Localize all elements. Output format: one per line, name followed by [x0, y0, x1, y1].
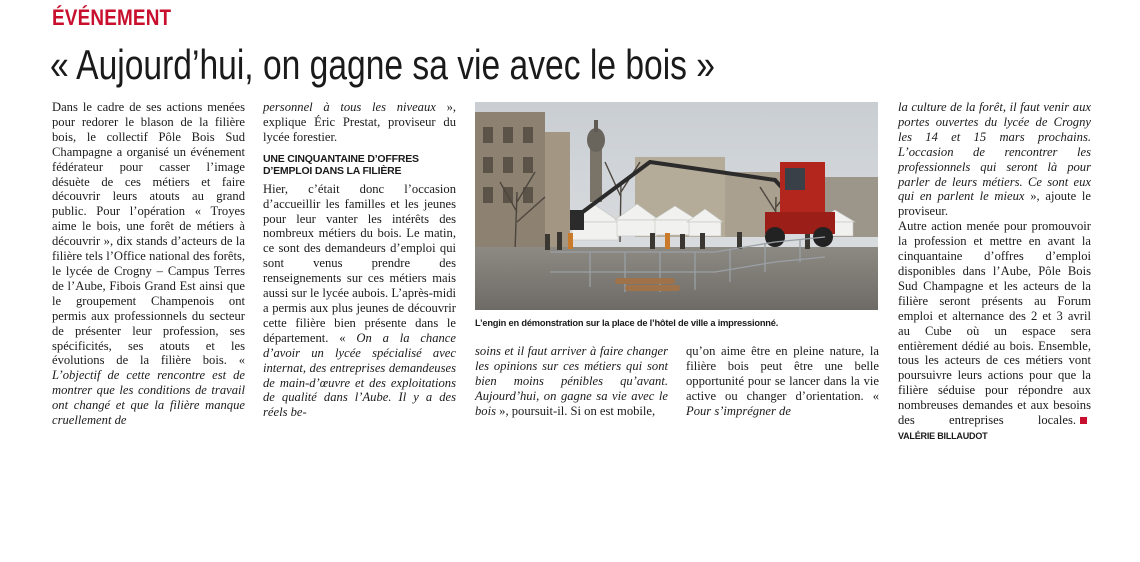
signature-square-icon	[1080, 417, 1087, 424]
body-text: Hier, c’était donc l’occasion d’accueillir les familles et les jeunes pour leur vanter les intérêts des nombreux métiers du bois. Le matin, ce sont des demandeurs d’emploi qui sont venus prendre des renseignements sur ces métiers mais aussi sur le lycée aubois. L’après-midi a permis aux plus jeunes de découvrir cette filière bien présente dans le département. «	[263, 181, 456, 345]
body-text: qu’on aime être en pleine nature, la filière bois peut être une belle opportunité pour se lancer dans la vie active ou changer d’orientation. «	[686, 344, 879, 403]
intertitle: UNE CINQUANTAINE D’OFFRES D’EMPLOI DANS LA FILIÈRE	[263, 152, 419, 178]
forestry-machine-photo	[475, 102, 878, 310]
paragraph	[475, 344, 668, 419]
photo-caption: L’engin en démonstration sur la place de l’hôtel de ville a impressionné.	[475, 318, 779, 328]
paragraph	[898, 100, 1091, 219]
quote-text: Pour s’imprégner de	[686, 403, 791, 418]
quote-text: L’objectif de cette rencontre est de montrer que les conditions de travail ont changé et que la filière manque cruellement de	[52, 368, 245, 428]
quote-text: On a la chance d’avoir un lycée spécialisé avec internat, des entreprises demandeuses de main-d’œuvre et des exploitations de qualité dans l’Aube. Il y a des réels be-	[263, 330, 456, 420]
quote-text: la culture de la forêt, il faut venir aux portes ouvertes du lycée de Crogny les 14 et 15 mars prochains. L’occasion de rencontrer les professionnels qui seront là pour parler de leurs métiers. Ce sont eux qui en parlent le mieux	[898, 100, 1091, 204]
quote-text: soins et il faut arriver à faire changer les opinions sur ces métiers qui sont bien moins pénibles qu’avant. Aujourd’hui, on gagne sa vie avec le bois	[475, 344, 668, 418]
paragraph	[52, 100, 245, 428]
paragraph	[686, 344, 879, 419]
paragraph	[263, 100, 456, 145]
body-text: », ajoute le proviseur.	[898, 189, 1091, 219]
article-column-2	[263, 100, 456, 420]
article-column-1	[52, 100, 245, 428]
body-text: », explique Éric Prestat, proviseur du lycée forestier.	[263, 100, 457, 144]
section-rubric: ÉVÉNEMENT	[52, 5, 172, 30]
body-text: », poursuit-il. Si on est mobile,	[496, 403, 656, 418]
paragraph	[263, 182, 456, 421]
article-column-4	[686, 344, 879, 419]
author-signature: VALÉRIE BILLAUDOT	[898, 430, 988, 441]
article-headline: « Aujourd’hui, on gagne sa vie avec le bois »	[50, 41, 715, 88]
article-column-3	[475, 344, 668, 419]
paragraph	[898, 219, 1091, 444]
body-text: Dans le cadre de ses actions menées pour redorer le blason de la filière bois, le collectif Pôle Bois Sud Champagne a organisé un événement fédérateur pour casser l’image désuète de ces métiers et faire découvrir leurs atouts au grand public. Pour l’opération « Troyes aime le bois, une forêt de métiers à découvrir », dix stands d’acteurs de la filière tels l’Office national des forêts, le lycée de Crogny – Campus Terres de l’Aube, Fibois Grand Est ainsi que le groupement Champenois ont permis aux professionnels du secteur de présenter leur profession, ses spécificités, ses atouts et les évolutions de la filière bois. «	[52, 100, 245, 368]
article-photo	[475, 102, 878, 310]
body-text: Autre action menée pour promouvoir la profession et mettre en avant la cinquantaine d’offres d’emploi disponibles dans l’Aube, Pôle Bois Sud Champagne et les acteurs de la filière seront présents au Forum emploi et alternance des 2 et 3 avril au Cube où un espace sera entièrement dédié au bois. Ensemble, tous les acteurs de ces métiers vont poursuivre leurs actions pour que la filière séduise pour répondre aux nombreuses demandes et aux besoins des entreprises locales.	[898, 219, 1091, 428]
quote-text: personnel à tous les niveaux	[263, 100, 436, 114]
article-column-5	[898, 100, 1091, 444]
